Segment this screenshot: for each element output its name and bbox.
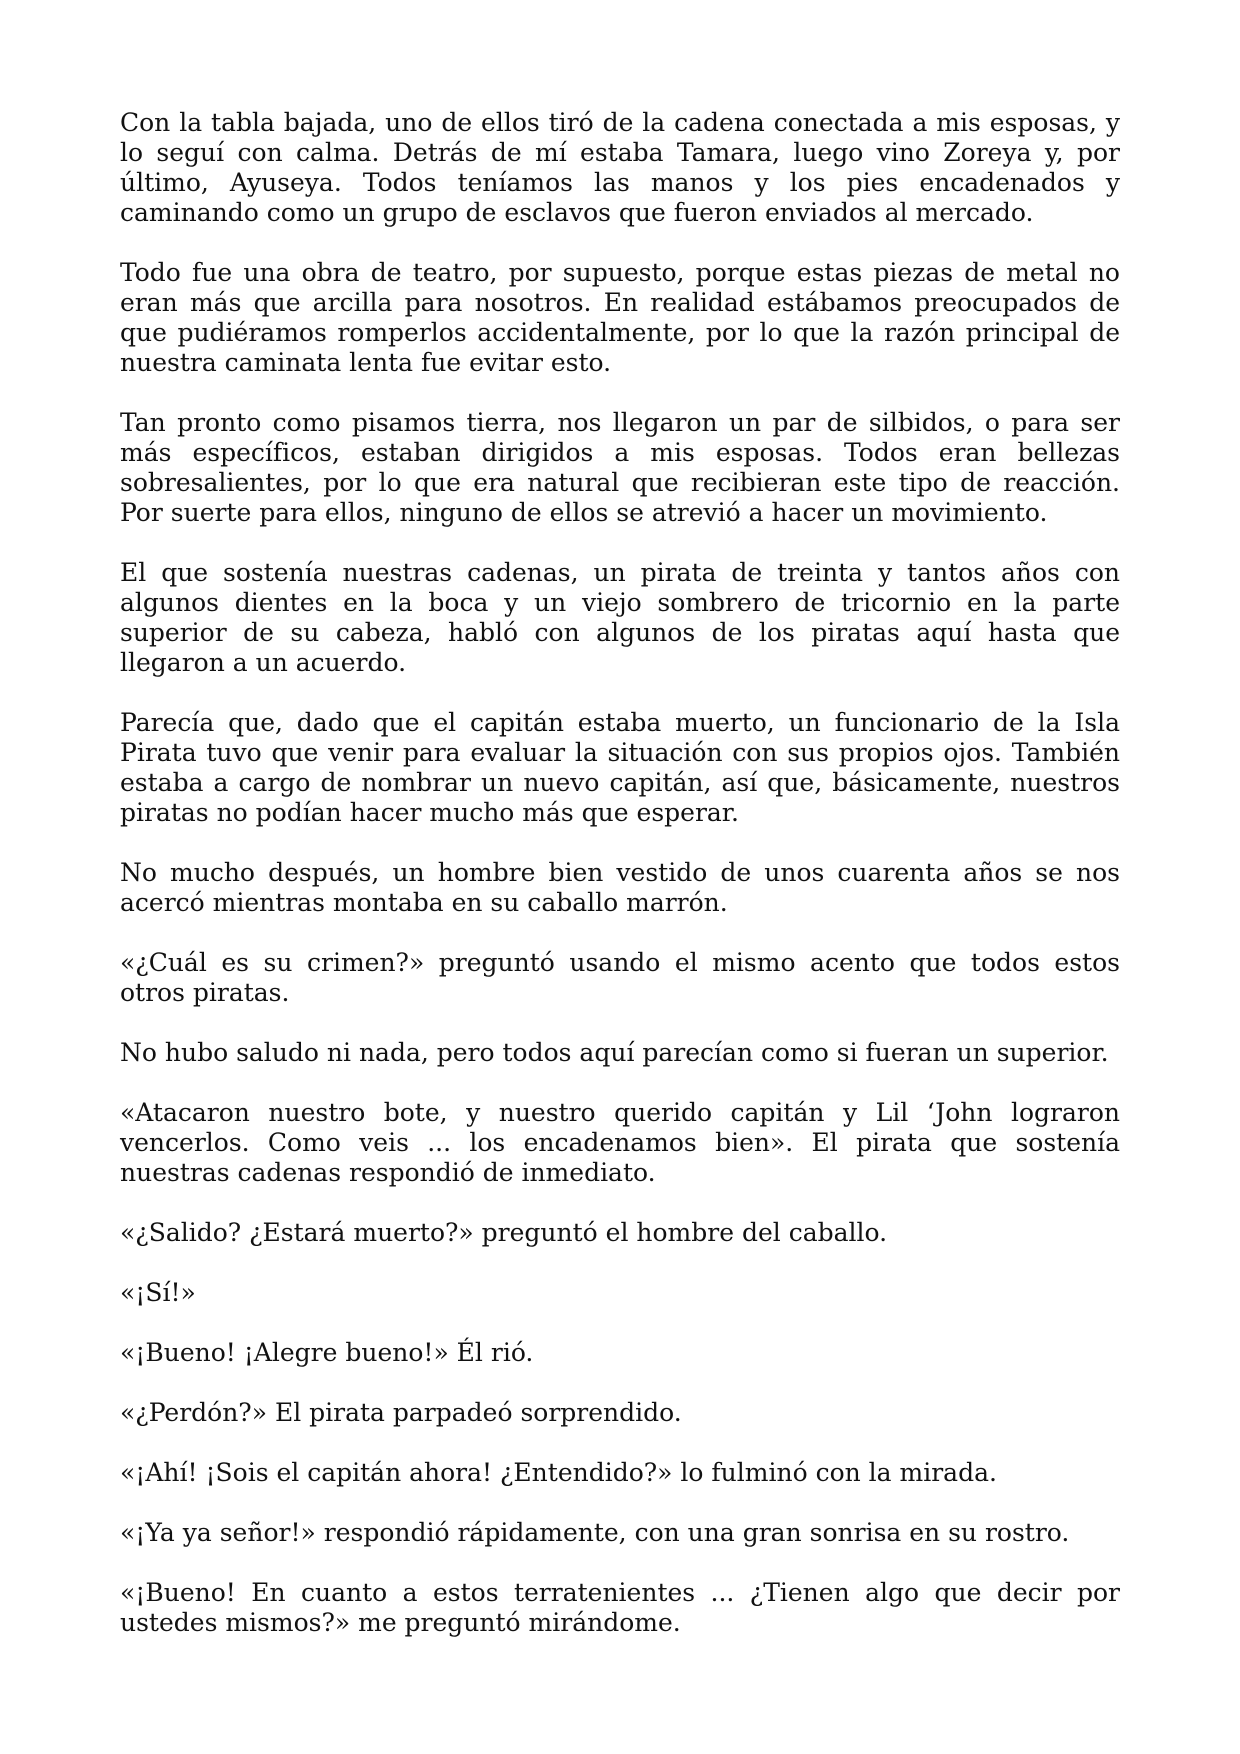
- paragraph-13: «¿Perdón?» El pirata parpadeó sorprendido.: [120, 1398, 682, 1427]
- paragraph-11: «¡Sí!»: [120, 1278, 196, 1307]
- paragraph-16: «¡Bueno! En cuanto a estos terratenientes ... ¿Tienen algo que decir por ustedes mismos?» me preguntó mirándome.: [120, 1578, 1120, 1637]
- paragraph-2: Todo fue una obra de teatro, por supuesto, porque estas piezas de metal no eran más que arcilla para nosotros. En realidad estábamos preocupados de que pudiéramos romperlos accidentalmente, por lo que la razón principal de nuestra caminata lenta fue evitar esto.: [120, 258, 1120, 377]
- paragraph-3: Tan pronto como pisamos tierra, nos llegaron un par de silbidos, o para ser más específicos, estaban dirigidos a mis esposas. Todos eran bellezas sobresalientes, por lo que era natural que recibieran este tipo de reacción. Por suerte para ellos, ninguno de ellos se atrevió a hacer un movimiento.: [120, 408, 1120, 527]
- document-body: [120, 108, 1120, 1638]
- paragraph-6: No mucho después, un hombre bien vestido de unos cuarenta años se nos acercó mientras montaba en su caballo marrón.: [120, 858, 1120, 917]
- paragraph-4: El que sostenía nuestras cadenas, un pirata de treinta y tantos años con algunos dientes en la boca y un viejo sombrero de tricornio en la parte superior de su cabeza, habló con algunos de los piratas aquí hasta que llegaron a un acuerdo.: [120, 558, 1120, 677]
- paragraph-1: Con la tabla bajada, uno de ellos tiró de la cadena conectada a mis esposas, y lo seguí con calma. Detrás de mí estaba Tamara, luego vino Zoreya y, por último, Ayuseya. Todos teníamos las manos y los pies encadenados y caminando como un grupo de esclavos que fueron enviados al mercado.: [120, 108, 1120, 227]
- paragraph-12: «¡Bueno! ¡Alegre bueno!» Él rió.: [120, 1338, 534, 1367]
- paragraph-14: «¡Ahí! ¡Sois el capitán ahora! ¿Entendido?» lo fulminó con la mirada.: [120, 1458, 997, 1487]
- paragraph-10: «¿Salido? ¿Estará muerto?» preguntó el hombre del caballo.: [120, 1218, 888, 1247]
- paragraph-5: Parecía que, dado que el capitán estaba muerto, un funcionario de la Isla Pirata tuvo que venir para evaluar la situación con sus propios ojos. También estaba a cargo de nombrar un nuevo capitán, así que, básicamente, nuestros piratas no podían hacer mucho más que esperar.: [120, 708, 1120, 827]
- paragraph-15: «¡Ya ya señor!» respondió rápidamente, con una gran sonrisa en su rostro.: [120, 1518, 1070, 1547]
- paragraph-7: «¿Cuál es su crimen?» preguntó usando el mismo acento que todos estos otros piratas.: [120, 948, 1120, 1007]
- paragraph-9: «Atacaron nuestro bote, y nuestro querido capitán y Lil ‘John lograron vencerlos. Como veis ... los encadenamos bien». El pirata que sostenía nuestras cadenas respondió de inmediato.: [120, 1098, 1120, 1187]
- paragraph-8: No hubo saludo ni nada, pero todos aquí parecían como si fueran un superior.: [120, 1038, 1109, 1067]
